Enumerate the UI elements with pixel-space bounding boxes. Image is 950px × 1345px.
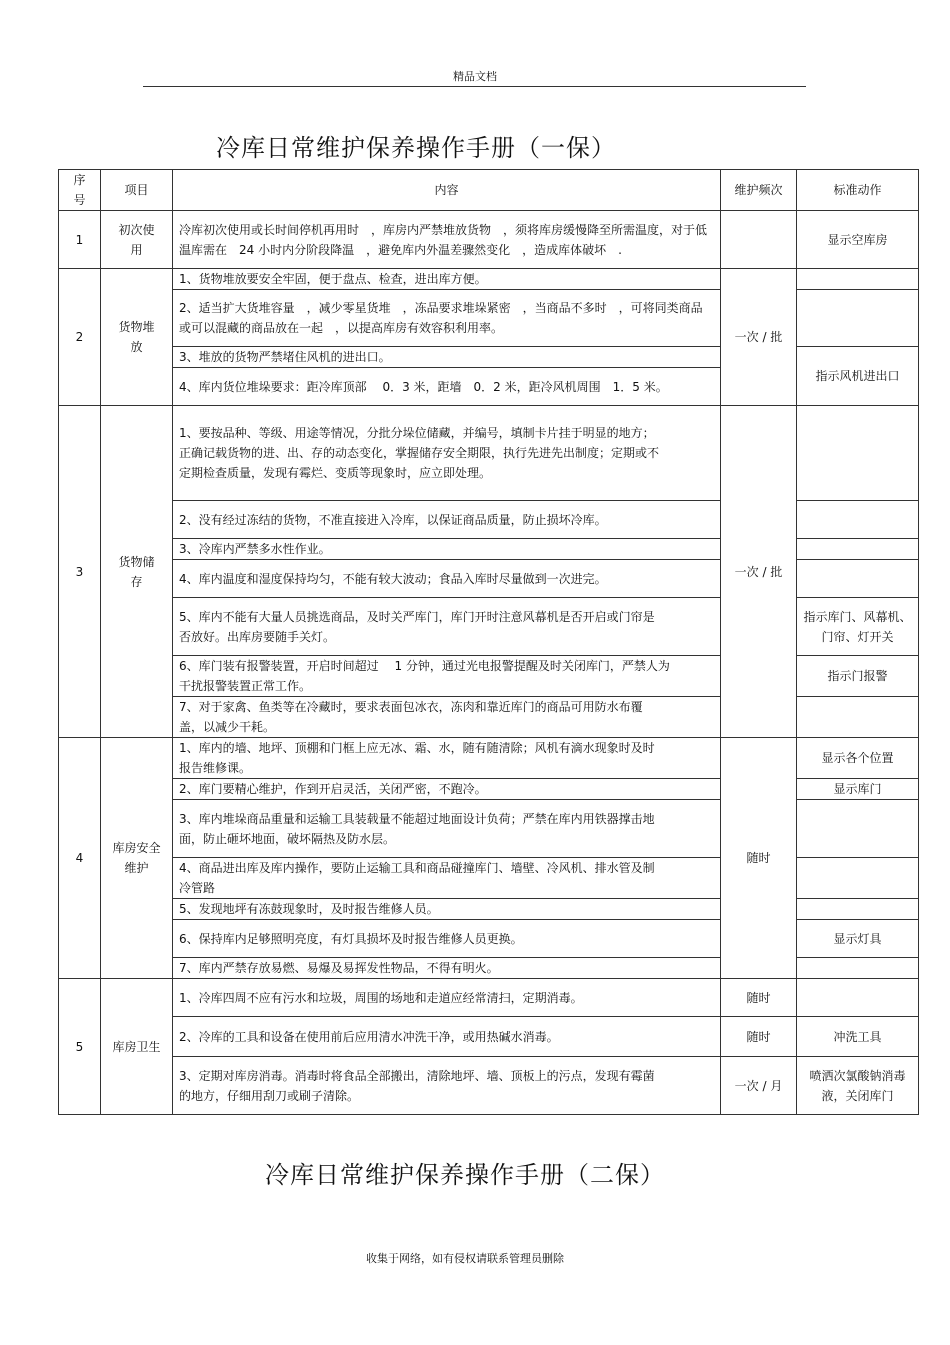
- action-cell: [797, 269, 919, 290]
- table-row: [59, 406, 919, 501]
- action-cell: [797, 979, 919, 1017]
- content-cell: 3、冷库内严禁多水性作业。: [173, 539, 721, 560]
- item-cell: 货物堆放: [101, 269, 173, 406]
- content-cell: 7、库内严禁存放易燃、易爆及易挥发性物品，不得有明火。: [173, 958, 721, 979]
- table-row: [59, 269, 919, 290]
- content-cell: 7、对于家禽、鱼类等在冷藏时，要求表面包冰衣，冻肉和靠近库门的商品可用防水布覆盖，以减少干耗。: [173, 697, 721, 738]
- action-cell: 显示空库房: [797, 211, 919, 269]
- maintenance-table: [58, 169, 919, 1115]
- content-cell: 6、保持库内足够照明亮度，有灯具损坏及时报告维修人员更换。: [173, 920, 721, 958]
- action-cell: [797, 697, 919, 738]
- action-cell: [797, 539, 919, 560]
- content-cell: 冷库初次使用或长时间停机再用时 ，库房内严禁堆放货物 ，须将库房缓慢降至所需温度，对于低温库需在 24 小时内分阶段降温 ，避免库内外温差骤然变化 ，造成库体破坏 .: [173, 211, 721, 269]
- document-title-2: 冷库日常维护保养操作手册（二保）: [265, 1161, 665, 1189]
- table-row: [59, 979, 919, 1017]
- action-cell: [797, 899, 919, 920]
- content-cell: 2、冷库的工具和设备在使用前后应用清水冲洗干净，或用热碱水消毒。: [173, 1017, 721, 1057]
- column-header-frequency: 维护频次: [721, 170, 797, 211]
- content-cell: 1、要按品种、等级、用途等情况，分批分垛位储藏，并编号，填制卡片挂于明显的地方；正确记载货物的进、出、存的动态变化，掌握储存安全期限，执行先进先出制度；定期或不定期检查质量，发现有霉烂、变质等现象时，应立即处理。: [173, 406, 721, 501]
- seq-cell: 1: [59, 211, 101, 269]
- action-cell: 喷洒次氯酸钠消毒液，关闭库门: [797, 1057, 919, 1115]
- action-cell: 指示风机进出口: [797, 347, 919, 406]
- frequency-cell: [721, 211, 797, 269]
- content-cell: 4、库内温度和湿度保持均匀，不能有较大波动；食品入库时尽量做到一次进完。: [173, 560, 721, 598]
- frequency-cell: 随时: [721, 1017, 797, 1057]
- header-divider: [143, 86, 806, 87]
- content-cell: 2、库门要精心维护，作到开启灵活，关闭严密，不跑冷。: [173, 779, 721, 800]
- item-cell: 初次使用: [101, 211, 173, 269]
- action-cell: 指示库门、风幕机、门帘、灯开关: [797, 598, 919, 656]
- content-cell: 1、库内的墙、地坪、顶棚和门框上应无冰、霜、水，随有随清除；风机有滴水现象时及时报告维修课。: [173, 738, 721, 779]
- action-cell: 显示各个位置: [797, 738, 919, 779]
- content-cell: 3、定期对库房消毒。消毒时将食品全部搬出，清除地坪、墙、顶板上的污点，发现有霉菌的地方，仔细用刮刀或刷子清除。: [173, 1057, 721, 1115]
- content-cell: 4、商品进出库及库内操作，要防止运输工具和商品碰撞库门、墙壁、冷风机、排水管及制冷管路: [173, 858, 721, 899]
- action-cell: [797, 858, 919, 899]
- frequency-cell: 随时: [721, 738, 797, 979]
- content-cell: 5、发现地坪有冻鼓现象时，及时报告维修人员。: [173, 899, 721, 920]
- page-footer: 收集于网络，如有侵权请联系管理员删除: [366, 1252, 564, 1265]
- content-cell: 1、冷库四周不应有污水和垃圾，周围的场地和走道应经常清扫，定期消毒。: [173, 979, 721, 1017]
- item-cell: 货物储存: [101, 406, 173, 738]
- action-cell: 指示门报警: [797, 656, 919, 697]
- action-cell: [797, 958, 919, 979]
- table-row: [59, 1017, 919, 1057]
- content-cell: 3、堆放的货物严禁堵住风机的进出口。: [173, 347, 721, 368]
- seq-cell: 5: [59, 979, 101, 1115]
- column-header-seq: 序号: [59, 170, 101, 211]
- seq-cell: 2: [59, 269, 101, 406]
- table-row: [59, 738, 919, 779]
- frequency-cell: 随时: [721, 979, 797, 1017]
- content-cell: 3、库内堆垛商品重量和运输工具装载量不能超过地面设计负荷；严禁在库内用铁器撑击地面，防止砸坏地面，破坏隔热及防水层。: [173, 800, 721, 858]
- content-cell: 2、没有经过冻结的货物，不准直接进入冷库，以保证商品质量，防止损坏冷库。: [173, 501, 721, 539]
- content-cell: 4、库内货位堆垛要求：距冷库顶部 0．3 米，距墙 0．2 米，距冷风机周围 1．5 米。: [173, 368, 721, 406]
- content-cell: 6、库门装有报警装置，开启时间超过 1 分钟，通过光电报警提醒及时关闭库门，严禁人为干扰报警装置正常工作。: [173, 656, 721, 697]
- action-cell: [797, 290, 919, 347]
- frequency-cell: 一次 / 批: [721, 406, 797, 738]
- content-cell: 5、库内不能有大量人员挑选商品，及时关严库门，库门开时注意风幕机是否开启或门帘是否放好。出库房要随手关灯。: [173, 598, 721, 656]
- table-row: [59, 1057, 919, 1115]
- document-title-1: 冷库日常维护保养操作手册（一保）: [216, 134, 616, 162]
- seq-cell: 3: [59, 406, 101, 738]
- item-cell: 库房卫生: [101, 979, 173, 1115]
- frequency-cell: 一次 / 月: [721, 1057, 797, 1115]
- page-header: 精品文档: [453, 70, 497, 83]
- action-cell: 显示灯具: [797, 920, 919, 958]
- column-header-action: 标准动作: [797, 170, 919, 211]
- seq-cell: 4: [59, 738, 101, 979]
- table-row: [59, 211, 919, 269]
- frequency-cell: 一次 / 批: [721, 269, 797, 406]
- table-header-row: [59, 170, 919, 211]
- action-cell: [797, 501, 919, 539]
- content-cell: 1、货物堆放要安全牢固，便于盘点、检查，进出库方便。: [173, 269, 721, 290]
- action-cell: 冲洗工具: [797, 1017, 919, 1057]
- item-cell: 库房安全维护: [101, 738, 173, 979]
- action-cell: [797, 560, 919, 598]
- action-cell: [797, 800, 919, 858]
- column-header-content: 内容: [173, 170, 721, 211]
- column-header-item: 项目: [101, 170, 173, 211]
- content-cell: 2、适当扩大货堆容量 ，减少零星货堆 ，冻品要求堆垛紧密 ，当商品不多时 ，可将同类商品或可以混藏的商品放在一起 ，以提高库房有效容积利用率。: [173, 290, 721, 347]
- action-cell: [797, 406, 919, 501]
- action-cell: 显示库门: [797, 779, 919, 800]
